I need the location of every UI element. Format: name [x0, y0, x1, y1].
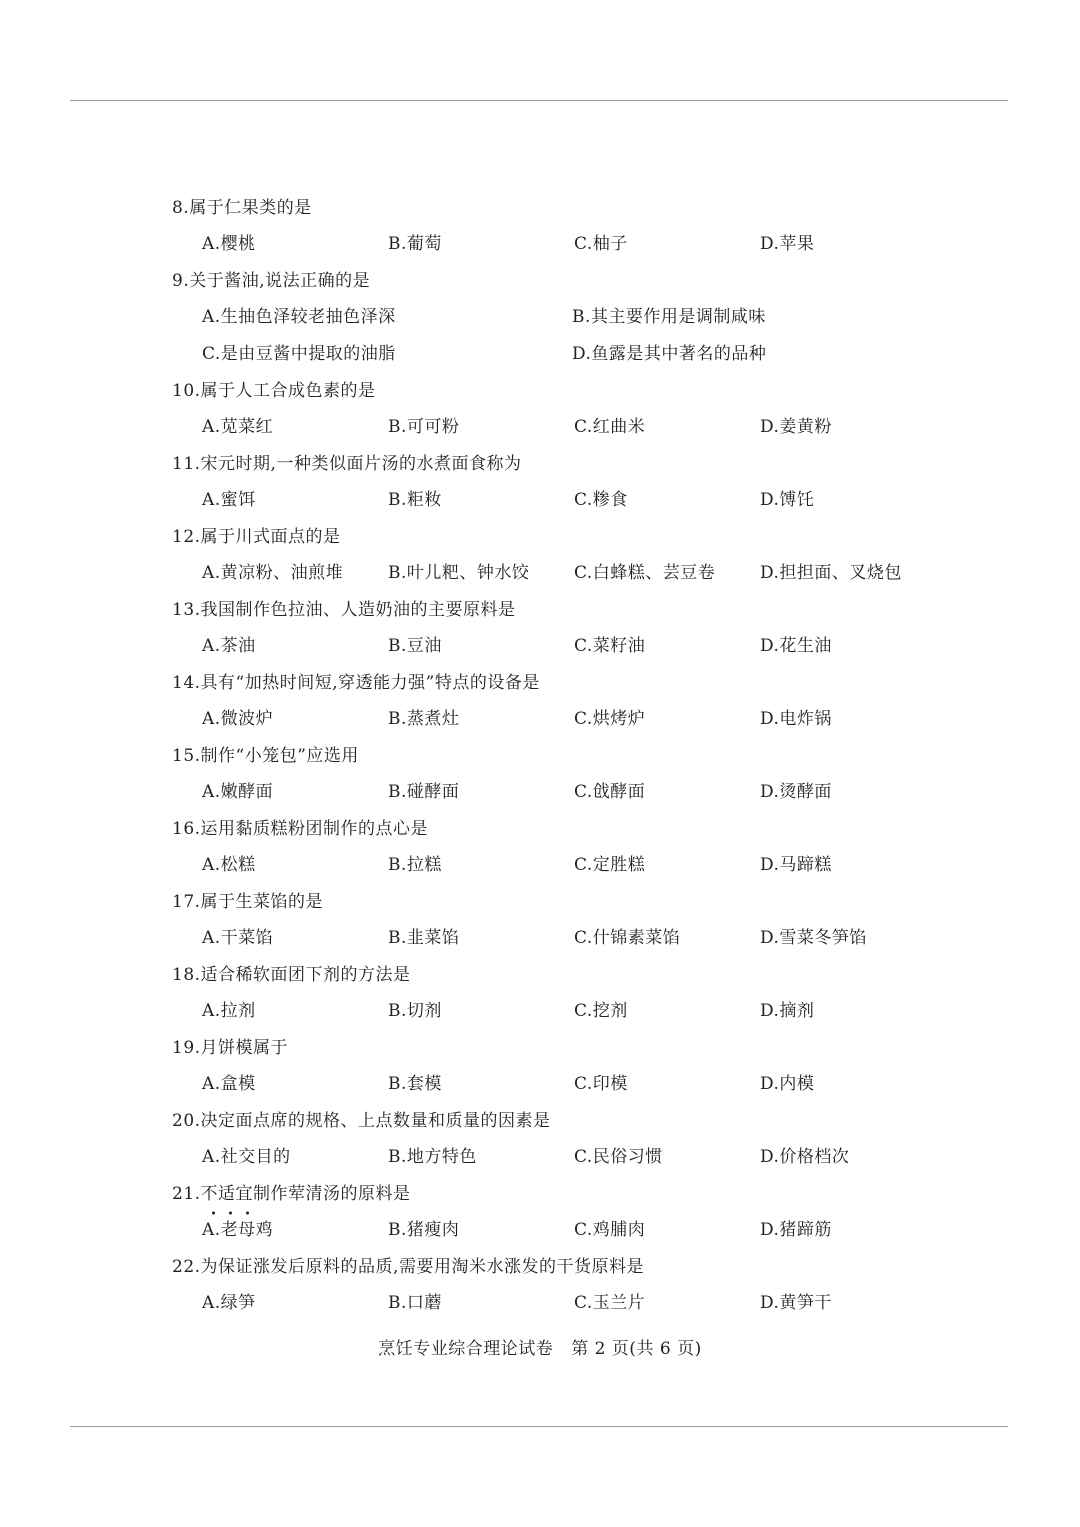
- option-row: [172, 1066, 952, 1103]
- option-d: D.内模: [760, 1074, 815, 1094]
- option-b: B.韭菜馅: [388, 928, 460, 948]
- option-d: D.摘剂: [760, 1001, 815, 1021]
- option-row: [172, 847, 952, 884]
- option-c: C.是由豆酱中提取的油脂: [202, 344, 396, 364]
- option-row: [172, 555, 952, 592]
- option-a: A.老母鸡: [202, 1220, 274, 1240]
- question-14: [172, 665, 952, 738]
- exam-page-content: [172, 190, 952, 1322]
- top-rule: [70, 100, 1008, 101]
- option-d: D.花生油: [760, 636, 832, 656]
- option-row: [172, 993, 952, 1030]
- question-stem: 8.属于仁果类的是: [172, 198, 312, 218]
- option-c: C.鸡脯肉: [574, 1220, 646, 1240]
- question-21: [172, 1176, 952, 1249]
- option-a: A.嫩酵面: [202, 782, 274, 802]
- option-b: B.叶儿粑、钟水饺: [388, 563, 530, 583]
- option-a: A.蜜饵: [202, 490, 256, 510]
- option-a: A.黄凉粉、油煎堆: [202, 563, 344, 583]
- question-stem: 22.为保证涨发后原料的品质,需要用淘米水涨发的干货原料是: [172, 1257, 644, 1277]
- question-19: [172, 1030, 952, 1103]
- question-9: [172, 263, 952, 373]
- option-c: C.定胜糕: [574, 855, 646, 875]
- question-stem: 14.具有“加热时间短,穿透能力强”特点的设备是: [172, 673, 540, 693]
- option-b: B.拉糕: [388, 855, 442, 875]
- option-a: A.微波炉: [202, 709, 274, 729]
- question-stem: [172, 1176, 952, 1212]
- option-c: C.柚子: [574, 234, 628, 254]
- option-d: D.电炸锅: [760, 709, 832, 729]
- option-b: B.猪瘦肉: [388, 1220, 460, 1240]
- option-a: A.绿笋: [202, 1293, 256, 1313]
- option-c: C.烘烤炉: [574, 709, 646, 729]
- question-18: [172, 957, 952, 1030]
- option-b: B.葡萄: [388, 234, 442, 254]
- option-d: D.猪蹄筋: [760, 1220, 832, 1240]
- option-d: D.马蹄糕: [760, 855, 832, 875]
- question-stem: 13.我国制作色拉油、人造奶油的主要原料是: [172, 600, 516, 620]
- question-15: [172, 738, 952, 811]
- option-d: D.馎饦: [760, 490, 815, 510]
- question-22: [172, 1249, 952, 1322]
- question-stem: 11.宋元时期,一种类似面片汤的水煮面食称为: [172, 454, 522, 474]
- option-c: C.糁食: [574, 490, 628, 510]
- question-10: [172, 373, 952, 446]
- question-number: 21.: [172, 1184, 201, 1204]
- emphasis-text: 不适宜: [201, 1176, 254, 1212]
- question-12: [172, 519, 952, 592]
- question-stem-rest: 制作荤清汤的原料是: [253, 1184, 411, 1204]
- option-b: B.蒸煮灶: [388, 709, 460, 729]
- page-number: 第 2 页(共 6 页): [571, 1339, 702, 1359]
- option-a: A.松糕: [202, 855, 256, 875]
- option-c: C.菜籽油: [574, 636, 646, 656]
- exam-title: 烹饪专业综合理论试卷: [378, 1339, 554, 1359]
- option-row: [172, 1285, 952, 1322]
- option-row: [172, 299, 952, 336]
- option-d: D.苹果: [760, 234, 815, 254]
- option-b: B.口蘑: [388, 1293, 442, 1313]
- option-d: D.担担面、叉烧包: [760, 563, 902, 583]
- option-row: [172, 336, 952, 373]
- option-c: C.玉兰片: [574, 1293, 646, 1313]
- option-a: A.拉剂: [202, 1001, 256, 1021]
- option-row: [172, 774, 952, 811]
- option-b: B.粔籹: [388, 490, 442, 510]
- question-stem: 19.月饼模属于: [172, 1038, 289, 1058]
- option-d: D.姜黄粉: [760, 417, 832, 437]
- option-b: B.可可粉: [388, 417, 460, 437]
- option-c: C.戗酵面: [574, 782, 646, 802]
- question-stem: 17.属于生菜馅的是: [172, 892, 324, 912]
- option-c: C.白蜂糕、芸豆卷: [574, 563, 716, 583]
- question-11: [172, 446, 952, 519]
- option-c: C.民俗习惯: [574, 1147, 663, 1167]
- option-row: [172, 409, 952, 446]
- question-stem: 15.制作“小笼包”应选用: [172, 746, 359, 766]
- option-a: A.干菜馅: [202, 928, 274, 948]
- option-b: B.套模: [388, 1074, 442, 1094]
- option-row: [172, 1212, 952, 1249]
- option-row: [172, 1139, 952, 1176]
- option-d: D.雪菜冬笋馅: [760, 928, 867, 948]
- option-d: D.黄笋干: [760, 1293, 832, 1313]
- question-stem: 18.适合稀软面团下剂的方法是: [172, 965, 411, 985]
- option-row: [172, 701, 952, 738]
- option-b: B.其主要作用是调制咸味: [572, 307, 766, 327]
- question-stem: 10.属于人工合成色素的是: [172, 381, 376, 401]
- option-c: C.什锦素菜馅: [574, 928, 681, 948]
- option-c: C.挖剂: [574, 1001, 628, 1021]
- option-b: B.切剂: [388, 1001, 442, 1021]
- bottom-rule: [70, 1426, 1008, 1427]
- option-b: B.地方特色: [388, 1147, 477, 1167]
- question-20: [172, 1103, 952, 1176]
- option-row: [172, 226, 952, 263]
- question-8: [172, 190, 952, 263]
- page-footer: [0, 1334, 1080, 1359]
- option-b: B.豆油: [388, 636, 442, 656]
- option-a: A.茶油: [202, 636, 256, 656]
- option-a: A.苋菜红: [202, 417, 274, 437]
- question-stem: 9.关于酱油,说法正确的是: [172, 271, 371, 291]
- option-c: C.红曲米: [574, 417, 646, 437]
- question-stem: 20.决定面点席的规格、上点数量和质量的因素是: [172, 1111, 551, 1131]
- question-13: [172, 592, 952, 665]
- option-a: A.社交目的: [202, 1147, 291, 1167]
- option-a: A.盒模: [202, 1074, 256, 1094]
- option-d: D.鱼露是其中著名的品种: [572, 344, 767, 364]
- question-17: [172, 884, 952, 957]
- option-a: A.生抽色泽较老抽色泽深: [202, 307, 396, 327]
- option-d: D.烫酵面: [760, 782, 832, 802]
- question-stem: 12.属于川式面点的是: [172, 527, 341, 547]
- option-row: [172, 920, 952, 957]
- option-a: A.樱桃: [202, 234, 256, 254]
- option-row: [172, 628, 952, 665]
- option-b: B.碰酵面: [388, 782, 460, 802]
- option-row: [172, 482, 952, 519]
- question-16: [172, 811, 952, 884]
- question-stem: 16.运用黏质糕粉团制作的点心是: [172, 819, 429, 839]
- option-d: D.价格档次: [760, 1147, 850, 1167]
- option-c: C.印模: [574, 1074, 628, 1094]
